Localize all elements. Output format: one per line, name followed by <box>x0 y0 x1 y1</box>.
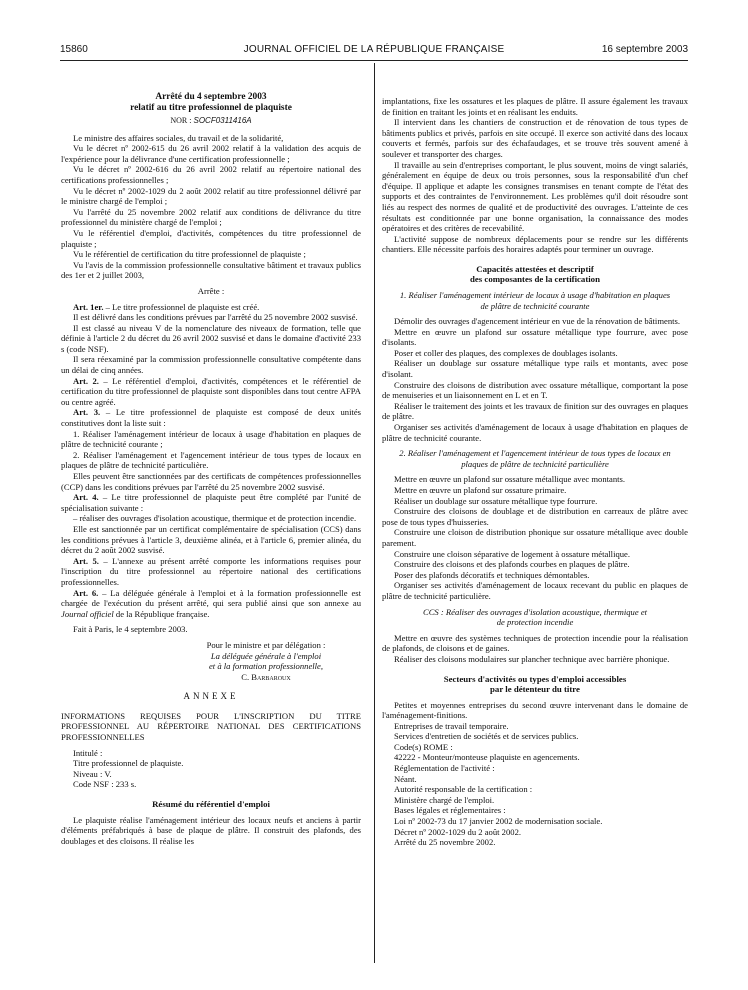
paragraph: Vu l'avis de la commission professionnelle consultative bâtiment et travaux publics des 1er et 2 juillet 2003, <box>61 259 361 281</box>
paragraph: Organiser ses activités d'aménagement de locaux recevant du public en plaques de plâtre de technicité particulière. <box>382 580 688 601</box>
paragraph: Petites et moyennes entreprises du second œuvre intervenant dans le domaine de l'aménagement-finitions. <box>382 699 688 721</box>
left-column <box>61 92 361 846</box>
paragraph: Ministère chargé de l'emploi. <box>394 794 495 805</box>
page-header <box>60 44 688 58</box>
paragraph: Elles peuvent être sanctionnées par des certificats de compétences professionnelles (CCP) dans les conditions prévues par l'arrêté du 25 novembre 2002 susvisé. <box>61 471 361 492</box>
journal-title: JOURNAL OFFICIEL DE LA RÉPUBLIQUE FRANÇAISE <box>243 44 505 55</box>
paragraph: Poser et coller des plaques, des complexes de doublages isolants. <box>394 347 618 358</box>
resume-heading: Résumé du référentiel d'emploi <box>152 799 270 810</box>
paragraph: Il est délivré dans les conditions prévues par l'arrêté du 25 novembre 2002 susvisé. <box>73 312 358 323</box>
paragraph: Réaliser le traitement des joints et les travaux de finition sur des ouvrages en plaques de plâtre. <box>382 400 688 422</box>
article-2: Art. 2. – Le référentiel d'emploi, d'activités, compétences et le référentiel de certification du titre professionnel de plaquiste sont disponibles dans tout centre AFPA ou centre agréé. <box>61 375 361 407</box>
paragraph: Intitulé : <box>73 747 103 758</box>
annexe-subtitle: INFORMATIONS REQUISES POUR L'INSCRIPTION DU TITRE PROFESSIONNEL AU RÉPERTOIRE NATIONAL DES CERTIFICATIONS PROFESSIONNELLES <box>61 710 361 743</box>
paragraph: Réaliser un doublage sur ossature métallique type rails et montants, avec pose d'isolant. <box>382 358 688 380</box>
paragraph: Niveau : V. <box>73 768 112 779</box>
paragraph: Bases légales et réglementaires : <box>394 805 506 816</box>
paragraph: Il intervient dans les chantiers de construction et de rénovation de tous types de bâtiments publics et privés, parfois en site occupé. Il exerce son activité dans des locaux couverts et fermés, parfois sur des échafaudages, et se trouve très souvent amené à soulever et transporter des charges. <box>382 117 688 159</box>
paragraph: Vu le décret nº 2002-616 du 26 avril 2002 relatif au répertoire national des certifications professionnelles ; <box>61 164 361 185</box>
signature-date: Fait à Paris, le 4 septembre 2003. <box>73 624 188 635</box>
paragraph: Mettre en œuvre un plafond sur ossature primaire. <box>394 485 567 495</box>
paragraph: Vu le référentiel d'emploi, d'activités, compétences du titre professionnel de plaquiste ; <box>61 227 361 249</box>
subsection-title: 2. Réaliser l'aménagement et l'agencement intérieur de tous types de locaux en plaques de plâtre de technicité particulière <box>399 448 671 469</box>
paragraph: Vu le référentiel de certification du titre professionnel de plaquiste ; <box>73 249 306 260</box>
secteurs-heading: Secteurs d'activités ou types d'emploi accessibles par le détenteur du titre <box>443 673 627 694</box>
issue-date: 16 septembre 2003 <box>601 44 688 55</box>
paragraph: Néant. <box>394 773 417 784</box>
article-4: Art. 4. – Le titre professionnel de plaquiste peut être complété par l'unité de spécialisation suivante : <box>61 492 361 513</box>
paragraph: Le ministre des affaires sociales, du travail et de la solidarité, <box>73 132 284 143</box>
paragraph: Réglementation de l'activité : <box>394 763 495 774</box>
paragraph: Réaliser un doublage sur ossature métallique type fourrure. <box>394 495 598 506</box>
paragraph: Construire une cloison de distribution phonique sur ossature métallique avec double parement. <box>382 527 688 548</box>
paragraph: Poser des plafonds décoratifs et techniques démontables. <box>394 569 590 580</box>
list-item: 1. Réaliser l'aménagement intérieur de locaux à usage d'habitation en plaques de plâtre de technicité courante ; <box>61 428 361 450</box>
article-5: Art. 5. – L'annexe au présent arrêté comporte les informations requises pour l'inscription du titre professionnel au répertoire national des certifications professionnelles. <box>61 555 362 587</box>
paragraph: Code(s) ROME : <box>394 741 453 752</box>
annexe-heading: ANNEXE <box>183 691 239 702</box>
paragraph: Mettre en œuvre des systèmes techniques de protection incendie pour la réalisation de plafonds, de cloisons et de gaines. <box>382 632 688 654</box>
capacites-heading: Capacités attestées et descriptif des composantes de la certification <box>470 263 600 285</box>
list-item: – réaliser des ouvrages d'isolation acoustique, thermique et de protection incendie. <box>73 513 357 524</box>
paragraph: Réaliser des cloisons modulaires sur plancher technique avec barrière phonique. <box>394 653 670 664</box>
paragraph: Construire une cloison séparative de logement à ossature métallique. <box>394 548 631 559</box>
paragraph: Il travaille au sein d'entreprises comportant, le plus souvent, moins de vingt salariés, généralement en équipe de deux ou trois personnes, sous la responsabilité d'un chef d'équipe. Il applique et adapte les consignes transmises en tenant compte de l'état des supports et des contraintes de l'environnement. Les problèmes qu'il doit résoudre sont liés au respect des normes de qualité et de productivité des ouvrages. L'atteinte de ces résultats est conditionnée par une bonne organisation, la connaissance des modes opératoires et des critères de recevabilité. <box>382 159 688 234</box>
signature-block: Pour le ministre et par délégation : La déléguée générale à l'emploi et à la formation professionnelle, C. Barbaroux <box>206 639 326 682</box>
arrete-heading: Arrête : <box>197 285 225 296</box>
column-divider <box>374 63 375 963</box>
paragraph: Mettre en œuvre un plafond sur ossature métallique type fourrure, avec pose d'isolants. <box>382 326 688 348</box>
paragraph: Démolir des ouvrages d'agencement intérieur en vue de la rénovation de bâtiments. <box>394 316 680 327</box>
paragraph: Titre professionnel de plaquiste. <box>73 758 184 769</box>
header-rule <box>60 60 688 61</box>
paragraph: Décret nº 2002-1029 du 2 août 2002. <box>394 826 522 837</box>
paragraph: Vu le décret nº 2002-615 du 26 avril 2002 relatif à la validation des acquis de l'expérience pour la délivrance d'une certification professionnelle ; <box>61 143 361 164</box>
decree-title: Arrêté du 4 septembre 2003 relatif au titre professionnel de plaquiste <box>130 92 292 113</box>
paragraph: L'activité suppose de nombreux déplacements pour se rendre sur les différents chantiers. Elle nécessite parfois des horaires adaptés pour terminer un ouvrage. <box>382 233 688 255</box>
nor-reference: NOR : SOCF0311416A <box>170 116 252 125</box>
paragraph: Vu le décret nº 2002-1029 du 2 août 2002 relatif au titre professionnel délivré par le ministre chargé de l'emploi ; <box>61 185 361 207</box>
article-1: Art. 1er. – Le titre professionnel de plaquiste est créé. <box>73 301 260 312</box>
paragraph: Il est classé au niveau V de la nomenclature des niveaux de formation, telle que définie à l'article 2 du décret du 26 avril 2002 susvisé et dans le domaine d'activité 233 s (code NSF). <box>61 322 361 354</box>
paragraph: Services d'entretien de sociétés et de services publics. <box>394 731 579 742</box>
paragraph: Entreprises de travail temporaire. <box>394 720 509 731</box>
article-3: Art. 3. – Le titre professionnel de plaquiste est composé de deux unités constitutives dont la liste suit : <box>61 407 361 429</box>
paragraph: Il sera réexaminé par la commission professionnelle consultative compétente dans un délai de cinq années. <box>61 354 361 376</box>
article-6: Art. 6. – La déléguée générale à l'emploi et à la formation professionnelle est chargée de l'exécution du présent arrêté, qui sera publié ainsi que son annexe au Journal officiel de la République française. <box>61 587 361 619</box>
paragraph: Vu l'arrêté du 25 novembre 2002 relatif aux conditions de délivrance du titre professionnel du ministère chargé de l'emploi ; <box>61 206 361 228</box>
paragraph: Mettre en œuvre un plafond sur ossature métallique avec montants. <box>394 474 626 485</box>
paragraph: Loi nº 2002-73 du 17 janvier 2002 de modernisation sociale. <box>394 816 603 827</box>
paragraph: Construire des cloisons de distribution avec ossature métallique, comportant la pose de menuiseries et un liaisonnement en L et en T. <box>382 379 688 401</box>
page-number: 15860 <box>60 44 88 55</box>
paragraph: Code NSF : 233 s. <box>73 779 137 790</box>
right-column <box>382 96 688 848</box>
subsection-title: CCS : Réaliser des ouvrages d'isolation acoustique, thermique et de protection incendie <box>422 606 648 628</box>
paragraph: Autorité responsable de la certification : <box>394 784 533 795</box>
paragraph: 42222 - Monteur/monteuse plaquiste en agencements. <box>394 752 580 763</box>
paragraph: Le plaquiste réalise l'aménagement intérieur des locaux neufs et anciens à partir d'éléments préfabriqués à base de plaque de plâtre. Il construit des plafonds, des doublages et des cloisons. Il réalise les <box>61 814 361 846</box>
paragraph: implantations, fixe les ossatures et les plaques de plâtre. Il assure également les travaux de finition en traitant les joints et en réalisant les enduits. <box>382 96 688 117</box>
paragraph: Construire des cloisons et des plafonds courbes en plaques de plâtre. <box>394 559 630 570</box>
paragraph: Arrêté du 25 novembre 2002. <box>394 837 496 848</box>
paragraph: Elle est sanctionnée par un certificat complémentaire de spécialisation (CCS) dans les conditions prévues à l'article 3, deuxième alinéa, et à l'article 6, premier alinéa, du décret du 2 août 2002 susvisé. <box>61 523 361 556</box>
subsection-title: 1. Réaliser l'aménagement intérieur de locaux à usage d'habitation en plaques de plâtre de technicité courante <box>399 289 671 311</box>
list-item: 2. Réaliser l'aménagement et l'agencement intérieur de tous types de locaux en plaques de plâtre de technicité particulière. <box>61 449 361 471</box>
paragraph: Organiser ses activités d'aménagement de locaux à usage d'habitation en plaques de plâtre de technicité courante. <box>382 422 688 443</box>
paragraph: Construire des cloisons de doublage et de distribution en carreaux de plâtre avec pose de tous types d'huisseries. <box>382 506 688 527</box>
